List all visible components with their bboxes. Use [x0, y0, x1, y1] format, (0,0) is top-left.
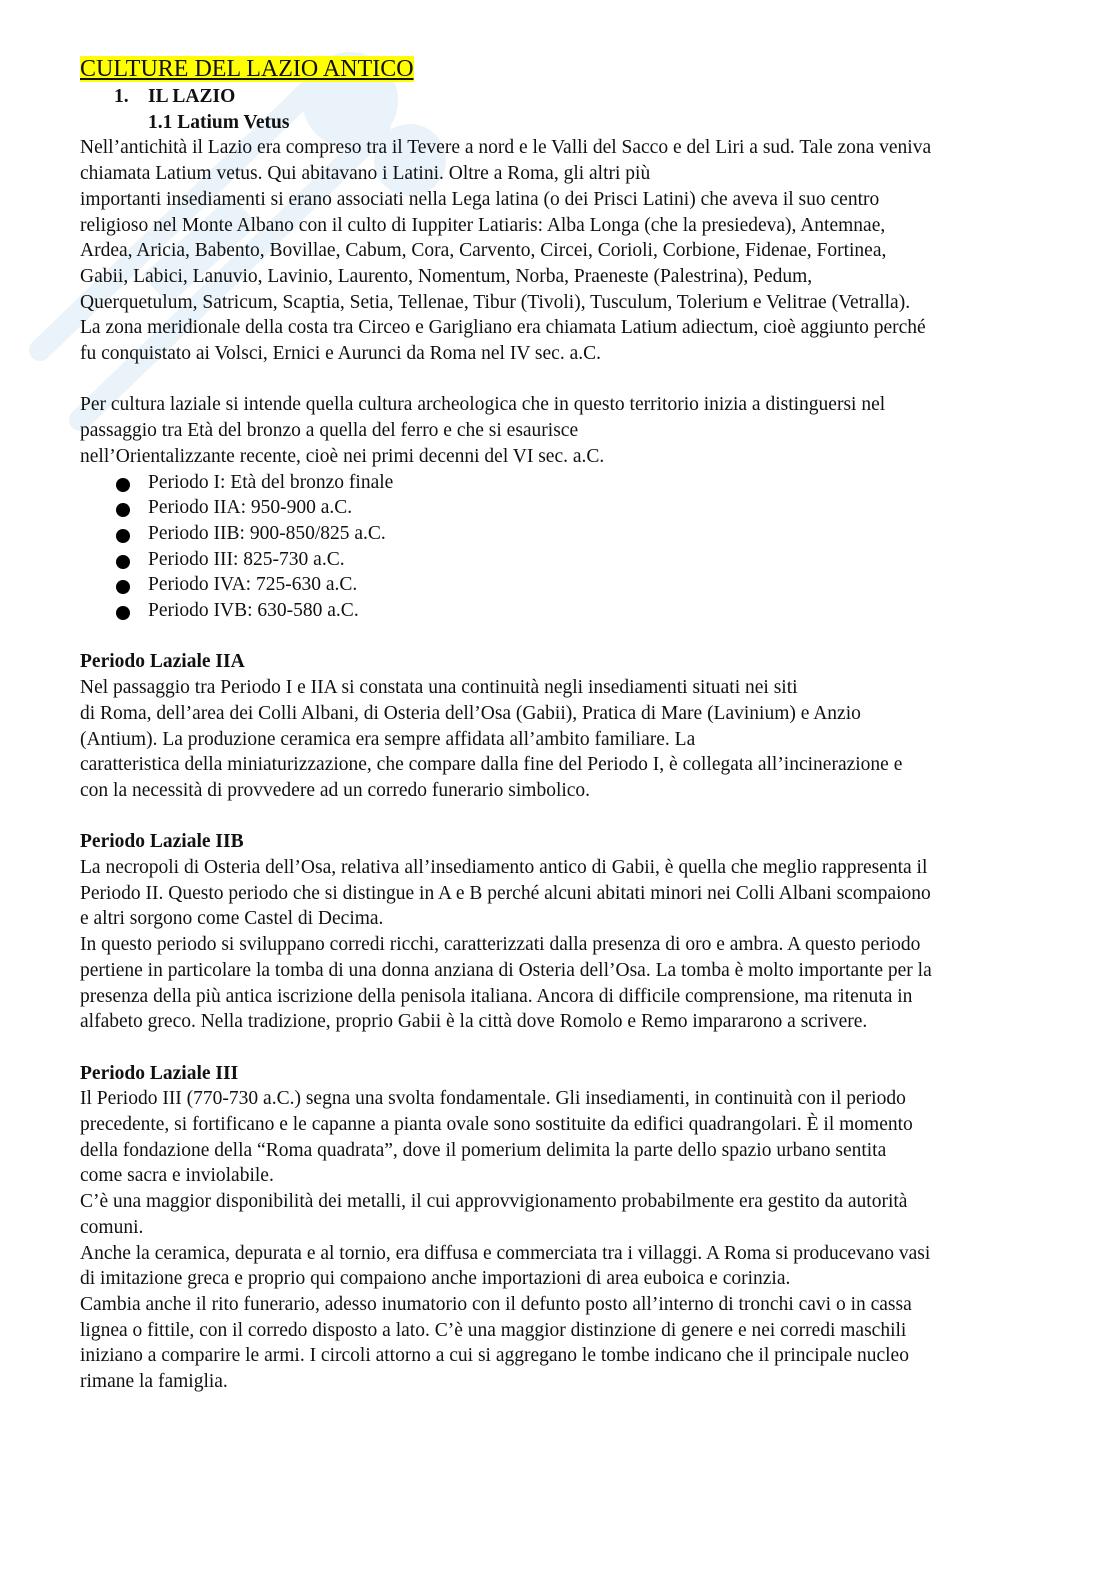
- culture-paragraph: [80, 392, 1065, 469]
- text-line: Gabii, Labici, Lanuvio, Lavinio, Laurento, Nomentum, Norba, Praeneste (Palestrina), Pedum,: [80, 265, 813, 287]
- list-item: [80, 470, 1065, 496]
- heading-periodo-iib: Periodo Laziale IIB: [80, 831, 244, 853]
- text-line: di imitazione greca e proprio qui compaiono anche importazioni di area euboica e corinzia.: [80, 1268, 791, 1290]
- iii-paragraph: [80, 1086, 1065, 1394]
- text-line: passaggio tra Età del bronzo a quella del ferro e che si esaurisce: [80, 420, 579, 442]
- document-title-text: CULTURE DEL LAZIO ANTICO: [80, 56, 414, 82]
- list-item: [80, 547, 1065, 573]
- period-label: Periodo I: Età del bronzo finale: [148, 471, 394, 493]
- text-line: nell’Orientalizzante recente, cioè nei primi decenni del VI sec. a.C.: [80, 445, 605, 467]
- text-line: caratteristica della miniaturizzazione, che compare dalla fine del Periodo I, è collegata all’incinerazione e: [80, 754, 903, 776]
- list-item: [80, 572, 1065, 598]
- text-line: Cambia anche il rito funerario, adesso inumatorio con il defunto posto all’interno di tronchi cavi o in cassa: [80, 1293, 912, 1315]
- section-heading-il-lazio: [80, 84, 1065, 110]
- text-line: Per cultura laziale si intende quella cultura archeologica che in questo territorio inizia a distinguersi nel: [80, 394, 886, 416]
- period-label: Periodo IIA: 950-900 a.C.: [148, 497, 353, 519]
- text-line: rimane la famiglia.: [80, 1371, 228, 1393]
- heading-periodo-iia: Periodo Laziale IIA: [80, 651, 245, 673]
- bullet-icon: [116, 478, 130, 492]
- bullet-icon: [116, 503, 130, 517]
- bullet-icon: [116, 529, 130, 543]
- text-line: C’è una maggior disponibilità dei metalli, il cui approvvigionamento probabilmente era gestito da autorità: [80, 1191, 908, 1213]
- text-line: chiamata Latium vetus. Qui abitavano i Latini. Oltre a Roma, gli altri più: [80, 163, 651, 185]
- list-item: [80, 598, 1065, 624]
- text-line: Periodo II. Questo periodo che si distingue in A e B perché alcuni abitati minori nei Colli Albani scompaiono: [80, 882, 931, 904]
- text-line: pertiene in particolare la tomba di una donna anziana di Osteria dell’Osa. La tomba è molto importante per la: [80, 959, 932, 981]
- text-line: In questo periodo si sviluppano corredi ricchi, caratterizzati dalla presenza di oro e ambra. A questo periodo: [80, 934, 921, 956]
- bullet-icon: [116, 555, 130, 569]
- text-line: lignea o fittile, con il corredo disposto a lato. C’è una maggior distinzione di genere e nei corredi maschili: [80, 1319, 907, 1341]
- paragraph-spacer: [80, 624, 1065, 650]
- text-line: religioso nel Monte Albano con il culto di Iuppiter Latiaris: Alba Longa (che la presiedeva), Antemnae,: [80, 214, 886, 236]
- text-line: come sacra e inviolabile.: [80, 1165, 274, 1187]
- text-line: con la necessità di provvedere ad un corredo funerario simbolico.: [80, 779, 591, 801]
- iib-paragraph: [80, 855, 1065, 1035]
- paragraph-spacer: [80, 1035, 1065, 1061]
- iia-paragraph: [80, 675, 1065, 804]
- period-label: Periodo III: 825-730 a.C.: [148, 548, 345, 570]
- section-number: 1.: [114, 86, 129, 107]
- section-label: IL LAZIO: [148, 86, 236, 107]
- document-page: [80, 54, 1065, 1395]
- list-item: [80, 521, 1065, 547]
- text-line: e altri sorgono come Castel di Decima.: [80, 908, 384, 930]
- intro-paragraph: [80, 135, 1065, 366]
- text-line: importanti insediamenti si erano associati nella Lega latina (o dei Prisci Latini) che aveva il suo centro: [80, 188, 880, 210]
- text-line: Nel passaggio tra Periodo I e IIA si constata una continuità negli insediamenti situati nei siti: [80, 677, 798, 699]
- text-line: comuni.: [80, 1216, 144, 1238]
- text-line: La zona meridionale della costa tra Circeo e Garigliano era chiamata Latium adiectum, cioè aggiunto perché: [80, 317, 926, 339]
- period-label: Periodo IVA: 725-630 a.C.: [148, 574, 358, 596]
- text-line: Il Periodo III (770-730 a.C.) segna una svolta fondamentale. Gli insediamenti, in continuità con il periodo: [80, 1088, 906, 1110]
- text-line: fu conquistato ai Volsci, Ernici e Aurunci da Roma nel IV sec. a.C.: [80, 343, 601, 365]
- bullet-icon: [116, 606, 130, 620]
- bullet-icon: [116, 580, 130, 594]
- list-item: [80, 495, 1065, 521]
- text-line: Anche la ceramica, depurata e al tornio, era diffusa e commerciata tra i villaggi. A Roma si producevano vasi: [80, 1242, 931, 1264]
- text-line: (Antium). La produzione ceramica era sempre affidata all’ambito familiare. La: [80, 728, 696, 750]
- subsection-heading-latium-vetus: 1.1 Latium Vetus: [148, 111, 290, 133]
- paragraph-spacer: [80, 367, 1065, 393]
- text-line: precedente, si fortificano e le capanne a pianta ovale sono sostituite da edifici quadrangolari. È il momento: [80, 1114, 913, 1136]
- text-line: iniziano a comparire le armi. I circoli attorno a cui si aggregano le tombe indicano che il principale nucleo: [80, 1345, 909, 1367]
- text-line: Nell’antichità il Lazio era compreso tra il Tevere a nord e le Valli del Sacco e del Liri a sud. Tale zona veniva: [80, 137, 932, 159]
- text-line: di Roma, dell’area dei Colli Albani, di Osteria dell’Osa (Gabii), Pratica di Mare (Lavinium) e Anzio: [80, 702, 861, 724]
- period-label: Periodo IIB: 900-850/825 a.C.: [148, 522, 386, 544]
- periods-list: [80, 470, 1065, 624]
- text-line: La necropoli di Osteria dell’Osa, relativa all’insediamento antico di Gabii, è quella che meglio rappresenta il: [80, 857, 928, 879]
- period-label: Periodo IVB: 630-580 a.C.: [148, 600, 359, 622]
- document-title: [80, 54, 1065, 84]
- text-line: presenza della più antica iscrizione della penisola italiana. Ancora di difficile comprensione, ma ritenuta in: [80, 985, 913, 1007]
- heading-periodo-iii: Periodo Laziale III: [80, 1062, 239, 1084]
- text-line: Querquetulum, Satricum, Scaptia, Setia, Tellenae, Tibur (Tivoli), Tusculum, Tolerium e Velitrae (Vetralla).: [80, 291, 911, 313]
- text-line: alfabeto greco. Nella tradizione, proprio Gabii è la città dove Romolo e Remo impararono a scrivere.: [80, 1011, 868, 1033]
- paragraph-spacer: [80, 804, 1065, 830]
- text-line: della fondazione della “Roma quadrata”, dove il pomerium delimita la parte dello spazio urbano sentita: [80, 1139, 887, 1161]
- text-line: Ardea, Aricia, Babento, Bovillae, Cabum, Cora, Carvento, Circei, Corioli, Corbione, Fidenae, Fortinea,: [80, 240, 887, 262]
